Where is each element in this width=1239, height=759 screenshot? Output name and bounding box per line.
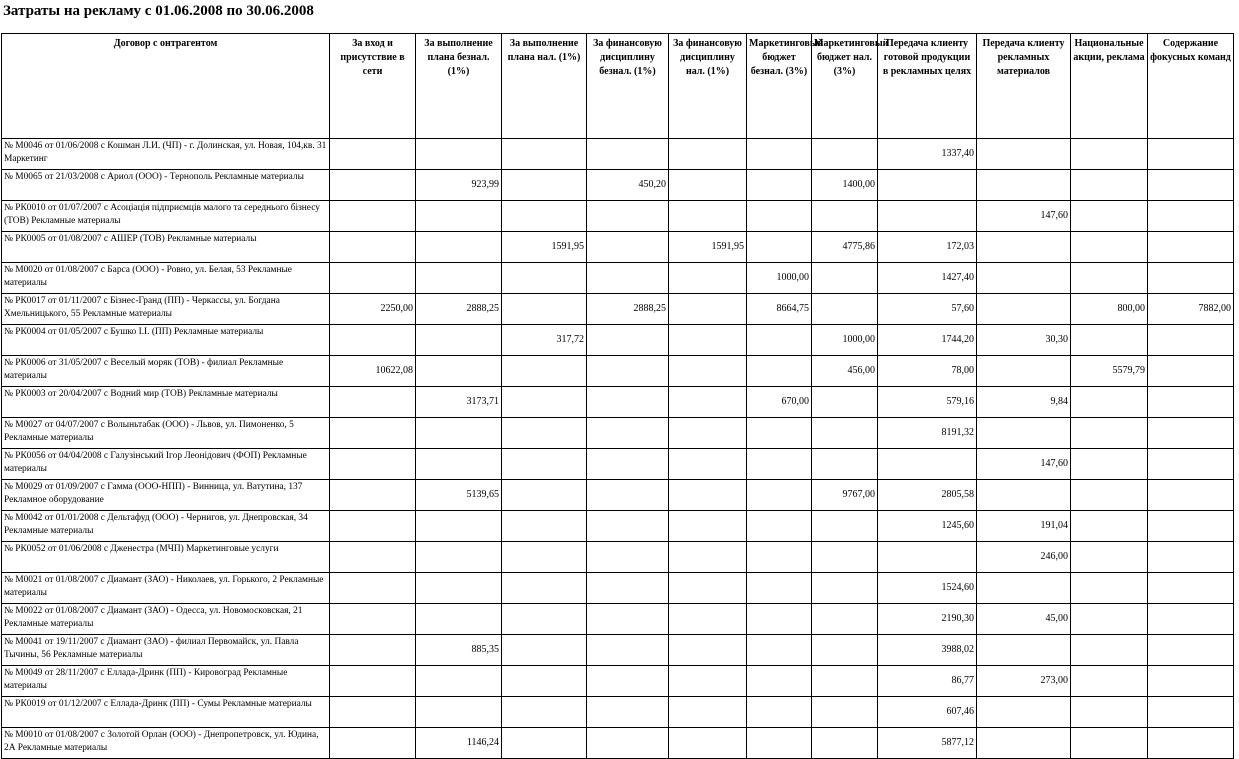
amount-cell bbox=[502, 511, 587, 542]
amount-cell bbox=[330, 635, 416, 666]
amount-cell: 1337,40 bbox=[878, 139, 977, 170]
amount-cell bbox=[747, 201, 812, 232]
amount-cell bbox=[977, 139, 1071, 170]
amount-cell bbox=[878, 170, 977, 201]
amount-cell: 4775,86 bbox=[812, 232, 878, 263]
amount-cell bbox=[330, 232, 416, 263]
amount-cell bbox=[747, 480, 812, 511]
contract-cell: № М0022 от 01/08/2007 с Диамант (ЗАО) - Одесса, ул. Новомосковская, 21 Рекламные материалы bbox=[2, 604, 330, 635]
amount-cell: 2888,25 bbox=[587, 294, 669, 325]
amount-cell bbox=[330, 542, 416, 573]
amount-cell bbox=[330, 728, 416, 759]
contract-cell: № РК0017 от 01/11/2007 с Бізнес-Гранд (ПП) - Черкассы, ул. Богдана Хмельницького, 55 Рекламные материалы bbox=[2, 294, 330, 325]
amount-cell: 9767,00 bbox=[812, 480, 878, 511]
amount-cell bbox=[669, 263, 747, 294]
amount-cell bbox=[747, 232, 812, 263]
contract-cell: № М0010 от 01/08/2007 с Золотой Орлан (ООО) - Днепропетровск, ул. Юдина, 2А Рекламные материалы bbox=[2, 728, 330, 759]
amount-cell bbox=[502, 170, 587, 201]
column-header: Содержание фокусных команд bbox=[1148, 34, 1234, 139]
amount-cell bbox=[977, 573, 1071, 604]
amount-cell bbox=[812, 139, 878, 170]
amount-cell: 191,04 bbox=[977, 511, 1071, 542]
amount-cell: 5877,12 bbox=[878, 728, 977, 759]
amount-cell bbox=[669, 170, 747, 201]
amount-cell bbox=[1148, 573, 1234, 604]
contract-cell: № РК0006 от 31/05/2007 с Веселый моряк (ТОВ) - филиал Рекламные материалы bbox=[2, 356, 330, 387]
amount-cell bbox=[1071, 263, 1148, 294]
amount-cell bbox=[669, 325, 747, 356]
table-row bbox=[2, 387, 1234, 418]
amount-cell bbox=[977, 728, 1071, 759]
amount-cell: 147,60 bbox=[977, 201, 1071, 232]
contract-cell: № РК0003 от 20/04/2007 с Водний мир (ТОВ) Рекламные материалы bbox=[2, 387, 330, 418]
amount-cell bbox=[1071, 201, 1148, 232]
amount-cell bbox=[1148, 325, 1234, 356]
amount-cell bbox=[587, 387, 669, 418]
amount-cell bbox=[878, 542, 977, 573]
amount-cell: 5139,65 bbox=[416, 480, 502, 511]
amount-cell: 172,03 bbox=[878, 232, 977, 263]
amount-cell bbox=[502, 573, 587, 604]
amount-cell bbox=[669, 418, 747, 449]
amount-cell bbox=[587, 449, 669, 480]
table-row bbox=[2, 573, 1234, 604]
amount-cell bbox=[747, 139, 812, 170]
amount-cell bbox=[1071, 480, 1148, 511]
column-header: Передача клиенту рекламных материалов bbox=[977, 34, 1071, 139]
amount-cell bbox=[669, 387, 747, 418]
amount-cell bbox=[330, 697, 416, 728]
table-row bbox=[2, 728, 1234, 759]
amount-cell bbox=[502, 387, 587, 418]
amount-cell bbox=[1071, 666, 1148, 697]
amount-cell: 2805,58 bbox=[878, 480, 977, 511]
amount-cell bbox=[669, 573, 747, 604]
amount-cell bbox=[747, 697, 812, 728]
table-row bbox=[2, 604, 1234, 635]
contract-cell: № М0041 от 19/11/2007 с Диамант (ЗАО) - филиал Первомайск, ул. Павла Тычины, 56 Рекламные материалы bbox=[2, 635, 330, 666]
amount-cell bbox=[1071, 387, 1148, 418]
amount-cell: 607,46 bbox=[878, 697, 977, 728]
amount-cell bbox=[502, 697, 587, 728]
amount-cell bbox=[1071, 573, 1148, 604]
amount-cell bbox=[878, 201, 977, 232]
amount-cell bbox=[747, 356, 812, 387]
amount-cell: 579,16 bbox=[878, 387, 977, 418]
amount-cell bbox=[1148, 232, 1234, 263]
amount-cell bbox=[587, 573, 669, 604]
table-row bbox=[2, 697, 1234, 728]
amount-cell bbox=[502, 635, 587, 666]
table-row bbox=[2, 201, 1234, 232]
amount-cell bbox=[1148, 728, 1234, 759]
amount-cell bbox=[502, 263, 587, 294]
amount-cell bbox=[812, 511, 878, 542]
amount-cell bbox=[587, 480, 669, 511]
amount-cell bbox=[669, 356, 747, 387]
amount-cell bbox=[416, 201, 502, 232]
amount-cell bbox=[1071, 325, 1148, 356]
amount-cell bbox=[878, 449, 977, 480]
amount-cell bbox=[669, 666, 747, 697]
table-row bbox=[2, 263, 1234, 294]
amount-cell bbox=[977, 697, 1071, 728]
amount-cell bbox=[1148, 604, 1234, 635]
column-header: Передача клиенту готовой продукции в рекламных целях bbox=[878, 34, 977, 139]
table-row bbox=[2, 139, 1234, 170]
amount-cell bbox=[1148, 542, 1234, 573]
amount-cell bbox=[977, 170, 1071, 201]
amount-cell bbox=[669, 697, 747, 728]
amount-cell: 3988,02 bbox=[878, 635, 977, 666]
amount-cell: 317,72 bbox=[502, 325, 587, 356]
amount-cell bbox=[502, 418, 587, 449]
amount-cell: 5579,79 bbox=[1071, 356, 1148, 387]
amount-cell bbox=[977, 232, 1071, 263]
amount-cell bbox=[1071, 697, 1148, 728]
amount-cell bbox=[812, 294, 878, 325]
amount-cell bbox=[587, 697, 669, 728]
amount-cell bbox=[502, 604, 587, 635]
amount-cell bbox=[812, 697, 878, 728]
amount-cell bbox=[747, 511, 812, 542]
amount-cell: 1400,00 bbox=[812, 170, 878, 201]
amount-cell bbox=[1148, 263, 1234, 294]
table-row bbox=[2, 666, 1234, 697]
amount-cell: 923,99 bbox=[416, 170, 502, 201]
column-header: Маркетинговый бюджет нал. (3%) bbox=[812, 34, 878, 139]
amount-cell bbox=[747, 604, 812, 635]
amount-cell bbox=[587, 356, 669, 387]
amount-cell bbox=[1148, 666, 1234, 697]
contract-cell: № РК0019 от 01/12/2007 с Еллада-Дринк (ПП) - Сумы Рекламные материалы bbox=[2, 697, 330, 728]
contract-cell: № РК0010 от 01/07/2007 с Асоціація підприємців малого та середнього бізнесу (ТОВ) Рекламные материалы bbox=[2, 201, 330, 232]
contract-cell: № М0021 от 01/08/2007 с Диамант (ЗАО) - Николаев, ул. Горького, 2 Рекламные материалы bbox=[2, 573, 330, 604]
amount-cell: 2250,00 bbox=[330, 294, 416, 325]
amount-cell bbox=[587, 139, 669, 170]
contract-cell: № РК0004 от 01/05/2007 с Бушко І.І. (ПП) Рекламные материалы bbox=[2, 325, 330, 356]
amount-cell bbox=[669, 728, 747, 759]
amount-cell bbox=[747, 449, 812, 480]
amount-cell: 7882,00 bbox=[1148, 294, 1234, 325]
amount-cell bbox=[587, 232, 669, 263]
table-row bbox=[2, 480, 1234, 511]
amount-cell: 670,00 bbox=[747, 387, 812, 418]
amount-cell: 2888,25 bbox=[416, 294, 502, 325]
column-header: За выполнение плана безнал. (1%) bbox=[416, 34, 502, 139]
amount-cell bbox=[416, 449, 502, 480]
header-row bbox=[2, 34, 1234, 139]
table-row bbox=[2, 356, 1234, 387]
amount-cell bbox=[747, 418, 812, 449]
amount-cell bbox=[1148, 635, 1234, 666]
amount-cell bbox=[1071, 170, 1148, 201]
amount-cell bbox=[1148, 480, 1234, 511]
amount-cell bbox=[1148, 511, 1234, 542]
table-row bbox=[2, 232, 1234, 263]
amount-cell bbox=[669, 635, 747, 666]
amount-cell: 1245,60 bbox=[878, 511, 977, 542]
amount-cell bbox=[330, 604, 416, 635]
amount-cell bbox=[669, 201, 747, 232]
amount-cell bbox=[587, 263, 669, 294]
amount-cell bbox=[416, 356, 502, 387]
amount-cell bbox=[502, 480, 587, 511]
amount-cell: 147,60 bbox=[977, 449, 1071, 480]
contract-cell: № М0042 от 01/01/2008 с Дельтафуд (ООО) - Чернигов, ул. Днепровская, 34 Рекламные материалы bbox=[2, 511, 330, 542]
amount-cell: 30,30 bbox=[977, 325, 1071, 356]
amount-cell: 456,00 bbox=[812, 356, 878, 387]
table-row bbox=[2, 542, 1234, 573]
amount-cell: 8664,75 bbox=[747, 294, 812, 325]
amount-cell bbox=[669, 604, 747, 635]
amount-cell bbox=[747, 325, 812, 356]
amount-cell bbox=[1148, 356, 1234, 387]
amount-cell bbox=[669, 139, 747, 170]
amount-cell: 1146,24 bbox=[416, 728, 502, 759]
report-title: Затраты на рекламу с 01.06.2008 по 30.06.2008 bbox=[3, 3, 314, 19]
amount-cell bbox=[669, 480, 747, 511]
amount-cell bbox=[587, 542, 669, 573]
amount-cell bbox=[330, 573, 416, 604]
contract-cell: № РК0052 от 01/06/2008 с Дженестра (МЧП) Маркетинговые услуги bbox=[2, 542, 330, 573]
amount-cell bbox=[977, 480, 1071, 511]
amount-cell bbox=[1071, 604, 1148, 635]
amount-cell: 8191,32 bbox=[878, 418, 977, 449]
amount-cell bbox=[977, 418, 1071, 449]
contract-cell: № М0046 от 01/06/2008 с Кошман Л.И. (ЧП) - г. Долинская, ул. Новая, 104,кв. 31 Маркетинг bbox=[2, 139, 330, 170]
amount-cell: 45,00 bbox=[977, 604, 1071, 635]
table-row bbox=[2, 635, 1234, 666]
amount-cell bbox=[977, 635, 1071, 666]
amount-cell bbox=[587, 666, 669, 697]
amount-cell bbox=[812, 604, 878, 635]
amount-cell bbox=[669, 511, 747, 542]
amount-cell bbox=[1148, 697, 1234, 728]
amount-cell bbox=[502, 294, 587, 325]
amount-cell: 273,00 bbox=[977, 666, 1071, 697]
table-row bbox=[2, 325, 1234, 356]
amount-cell bbox=[587, 201, 669, 232]
column-header: За финансовую дисциплину безнал. (1%) bbox=[587, 34, 669, 139]
amount-cell bbox=[812, 635, 878, 666]
amount-cell bbox=[416, 232, 502, 263]
amount-cell bbox=[747, 666, 812, 697]
amount-cell bbox=[1148, 139, 1234, 170]
amount-cell bbox=[1071, 728, 1148, 759]
table-row bbox=[2, 170, 1234, 201]
amount-cell bbox=[812, 201, 878, 232]
amount-cell: 1591,95 bbox=[502, 232, 587, 263]
amount-cell bbox=[502, 449, 587, 480]
amount-cell: 450,20 bbox=[587, 170, 669, 201]
amount-cell: 10622,08 bbox=[330, 356, 416, 387]
amount-cell bbox=[330, 480, 416, 511]
contract-cell: № РК0056 от 04/04/2008 с Галузінський Ігор Леонідович (ФОП) Рекламные материалы bbox=[2, 449, 330, 480]
amount-cell bbox=[1071, 542, 1148, 573]
amount-cell bbox=[502, 201, 587, 232]
amount-cell bbox=[416, 573, 502, 604]
amount-cell bbox=[1071, 449, 1148, 480]
amount-cell bbox=[1071, 418, 1148, 449]
amount-cell: 246,00 bbox=[977, 542, 1071, 573]
amount-cell bbox=[587, 418, 669, 449]
amount-cell bbox=[330, 201, 416, 232]
amount-cell bbox=[587, 635, 669, 666]
amount-cell bbox=[330, 263, 416, 294]
amount-cell bbox=[977, 263, 1071, 294]
amount-cell bbox=[812, 573, 878, 604]
amount-cell: 1524,60 bbox=[878, 573, 977, 604]
amount-cell bbox=[1071, 635, 1148, 666]
amount-cell bbox=[747, 573, 812, 604]
amount-cell bbox=[747, 635, 812, 666]
amount-cell bbox=[1148, 170, 1234, 201]
amount-cell bbox=[812, 666, 878, 697]
amount-cell: 9,84 bbox=[977, 387, 1071, 418]
amount-cell: 1744,20 bbox=[878, 325, 977, 356]
table-row bbox=[2, 418, 1234, 449]
column-header: За финансовую дисциплину нал. (1%) bbox=[669, 34, 747, 139]
amount-cell bbox=[502, 666, 587, 697]
amount-cell bbox=[416, 542, 502, 573]
amount-cell bbox=[1071, 511, 1148, 542]
amount-cell bbox=[669, 542, 747, 573]
amount-cell bbox=[416, 697, 502, 728]
amount-cell bbox=[330, 170, 416, 201]
amount-cell bbox=[812, 449, 878, 480]
contract-cell: № М0027 от 04/07/2007 с Волыньтабак (ООО) - Львов, ул. Пимоненко, 5 Рекламные материалы bbox=[2, 418, 330, 449]
amount-cell bbox=[330, 511, 416, 542]
column-header: За выполнение плана нал. (1%) bbox=[502, 34, 587, 139]
amount-cell bbox=[502, 356, 587, 387]
amount-cell: 1000,00 bbox=[747, 263, 812, 294]
contract-cell: № РК0005 от 01/08/2007 с АШЕР (ТОВ) Рекламные материалы bbox=[2, 232, 330, 263]
amount-cell bbox=[330, 418, 416, 449]
ad-expenses-table bbox=[1, 33, 1234, 759]
amount-cell bbox=[1148, 449, 1234, 480]
amount-cell bbox=[587, 325, 669, 356]
amount-cell bbox=[330, 325, 416, 356]
amount-cell bbox=[416, 604, 502, 635]
amount-cell bbox=[330, 387, 416, 418]
amount-cell: 1000,00 bbox=[812, 325, 878, 356]
amount-cell bbox=[416, 511, 502, 542]
column-header: За вход и присутствие в сети bbox=[330, 34, 416, 139]
amount-cell bbox=[1148, 387, 1234, 418]
column-header: Национальные акции, реклама bbox=[1071, 34, 1148, 139]
amount-cell bbox=[416, 666, 502, 697]
contract-cell: № М0065 от 21/03/2008 с Ариол (ООО) - Тернополь Рекламные материалы bbox=[2, 170, 330, 201]
amount-cell: 2190,30 bbox=[878, 604, 977, 635]
amount-cell: 86,77 bbox=[878, 666, 977, 697]
column-header: Договор с онтрагентом bbox=[2, 34, 330, 139]
amount-cell bbox=[812, 263, 878, 294]
amount-cell bbox=[416, 263, 502, 294]
amount-cell bbox=[502, 139, 587, 170]
amount-cell bbox=[669, 294, 747, 325]
amount-cell bbox=[416, 418, 502, 449]
amount-cell: 1591,95 bbox=[669, 232, 747, 263]
table-row bbox=[2, 511, 1234, 542]
table-body bbox=[2, 139, 1234, 759]
amount-cell bbox=[747, 170, 812, 201]
amount-cell: 885,35 bbox=[416, 635, 502, 666]
amount-cell bbox=[502, 728, 587, 759]
column-header: Маркетинговый бюджет безнал. (3%) bbox=[747, 34, 812, 139]
amount-cell bbox=[587, 511, 669, 542]
amount-cell: 78,00 bbox=[878, 356, 977, 387]
amount-cell bbox=[747, 542, 812, 573]
amount-cell bbox=[416, 325, 502, 356]
contract-cell: № М0049 от 28/11/2007 с Еллада-Дринк (ПП) - Кировоград Рекламные материалы bbox=[2, 666, 330, 697]
amount-cell bbox=[812, 387, 878, 418]
amount-cell bbox=[747, 728, 812, 759]
contract-cell: № М0020 от 01/08/2007 с Барса (ООО) - Ровно, ул. Белая, 53 Рекламные материалы bbox=[2, 263, 330, 294]
amount-cell bbox=[977, 294, 1071, 325]
table-header bbox=[2, 34, 1234, 139]
table-row bbox=[2, 449, 1234, 480]
amount-cell: 57,60 bbox=[878, 294, 977, 325]
amount-cell bbox=[416, 139, 502, 170]
amount-cell: 3173,71 bbox=[416, 387, 502, 418]
amount-cell bbox=[1148, 201, 1234, 232]
amount-cell bbox=[587, 728, 669, 759]
amount-cell bbox=[977, 356, 1071, 387]
amount-cell bbox=[1071, 139, 1148, 170]
amount-cell bbox=[812, 542, 878, 573]
amount-cell bbox=[502, 542, 587, 573]
amount-cell bbox=[330, 666, 416, 697]
amount-cell bbox=[1071, 232, 1148, 263]
amount-cell bbox=[330, 449, 416, 480]
contract-cell: № М0029 от 01/09/2007 с Гамма (ООО-НПП) - Винница, ул. Ватутина, 137 Рекламное оборудование bbox=[2, 480, 330, 511]
amount-cell bbox=[812, 418, 878, 449]
amount-cell bbox=[330, 139, 416, 170]
amount-cell bbox=[812, 728, 878, 759]
table-row bbox=[2, 294, 1234, 325]
amount-cell bbox=[587, 604, 669, 635]
amount-cell: 1427,40 bbox=[878, 263, 977, 294]
amount-cell: 800,00 bbox=[1071, 294, 1148, 325]
amount-cell bbox=[669, 449, 747, 480]
amount-cell bbox=[1148, 418, 1234, 449]
